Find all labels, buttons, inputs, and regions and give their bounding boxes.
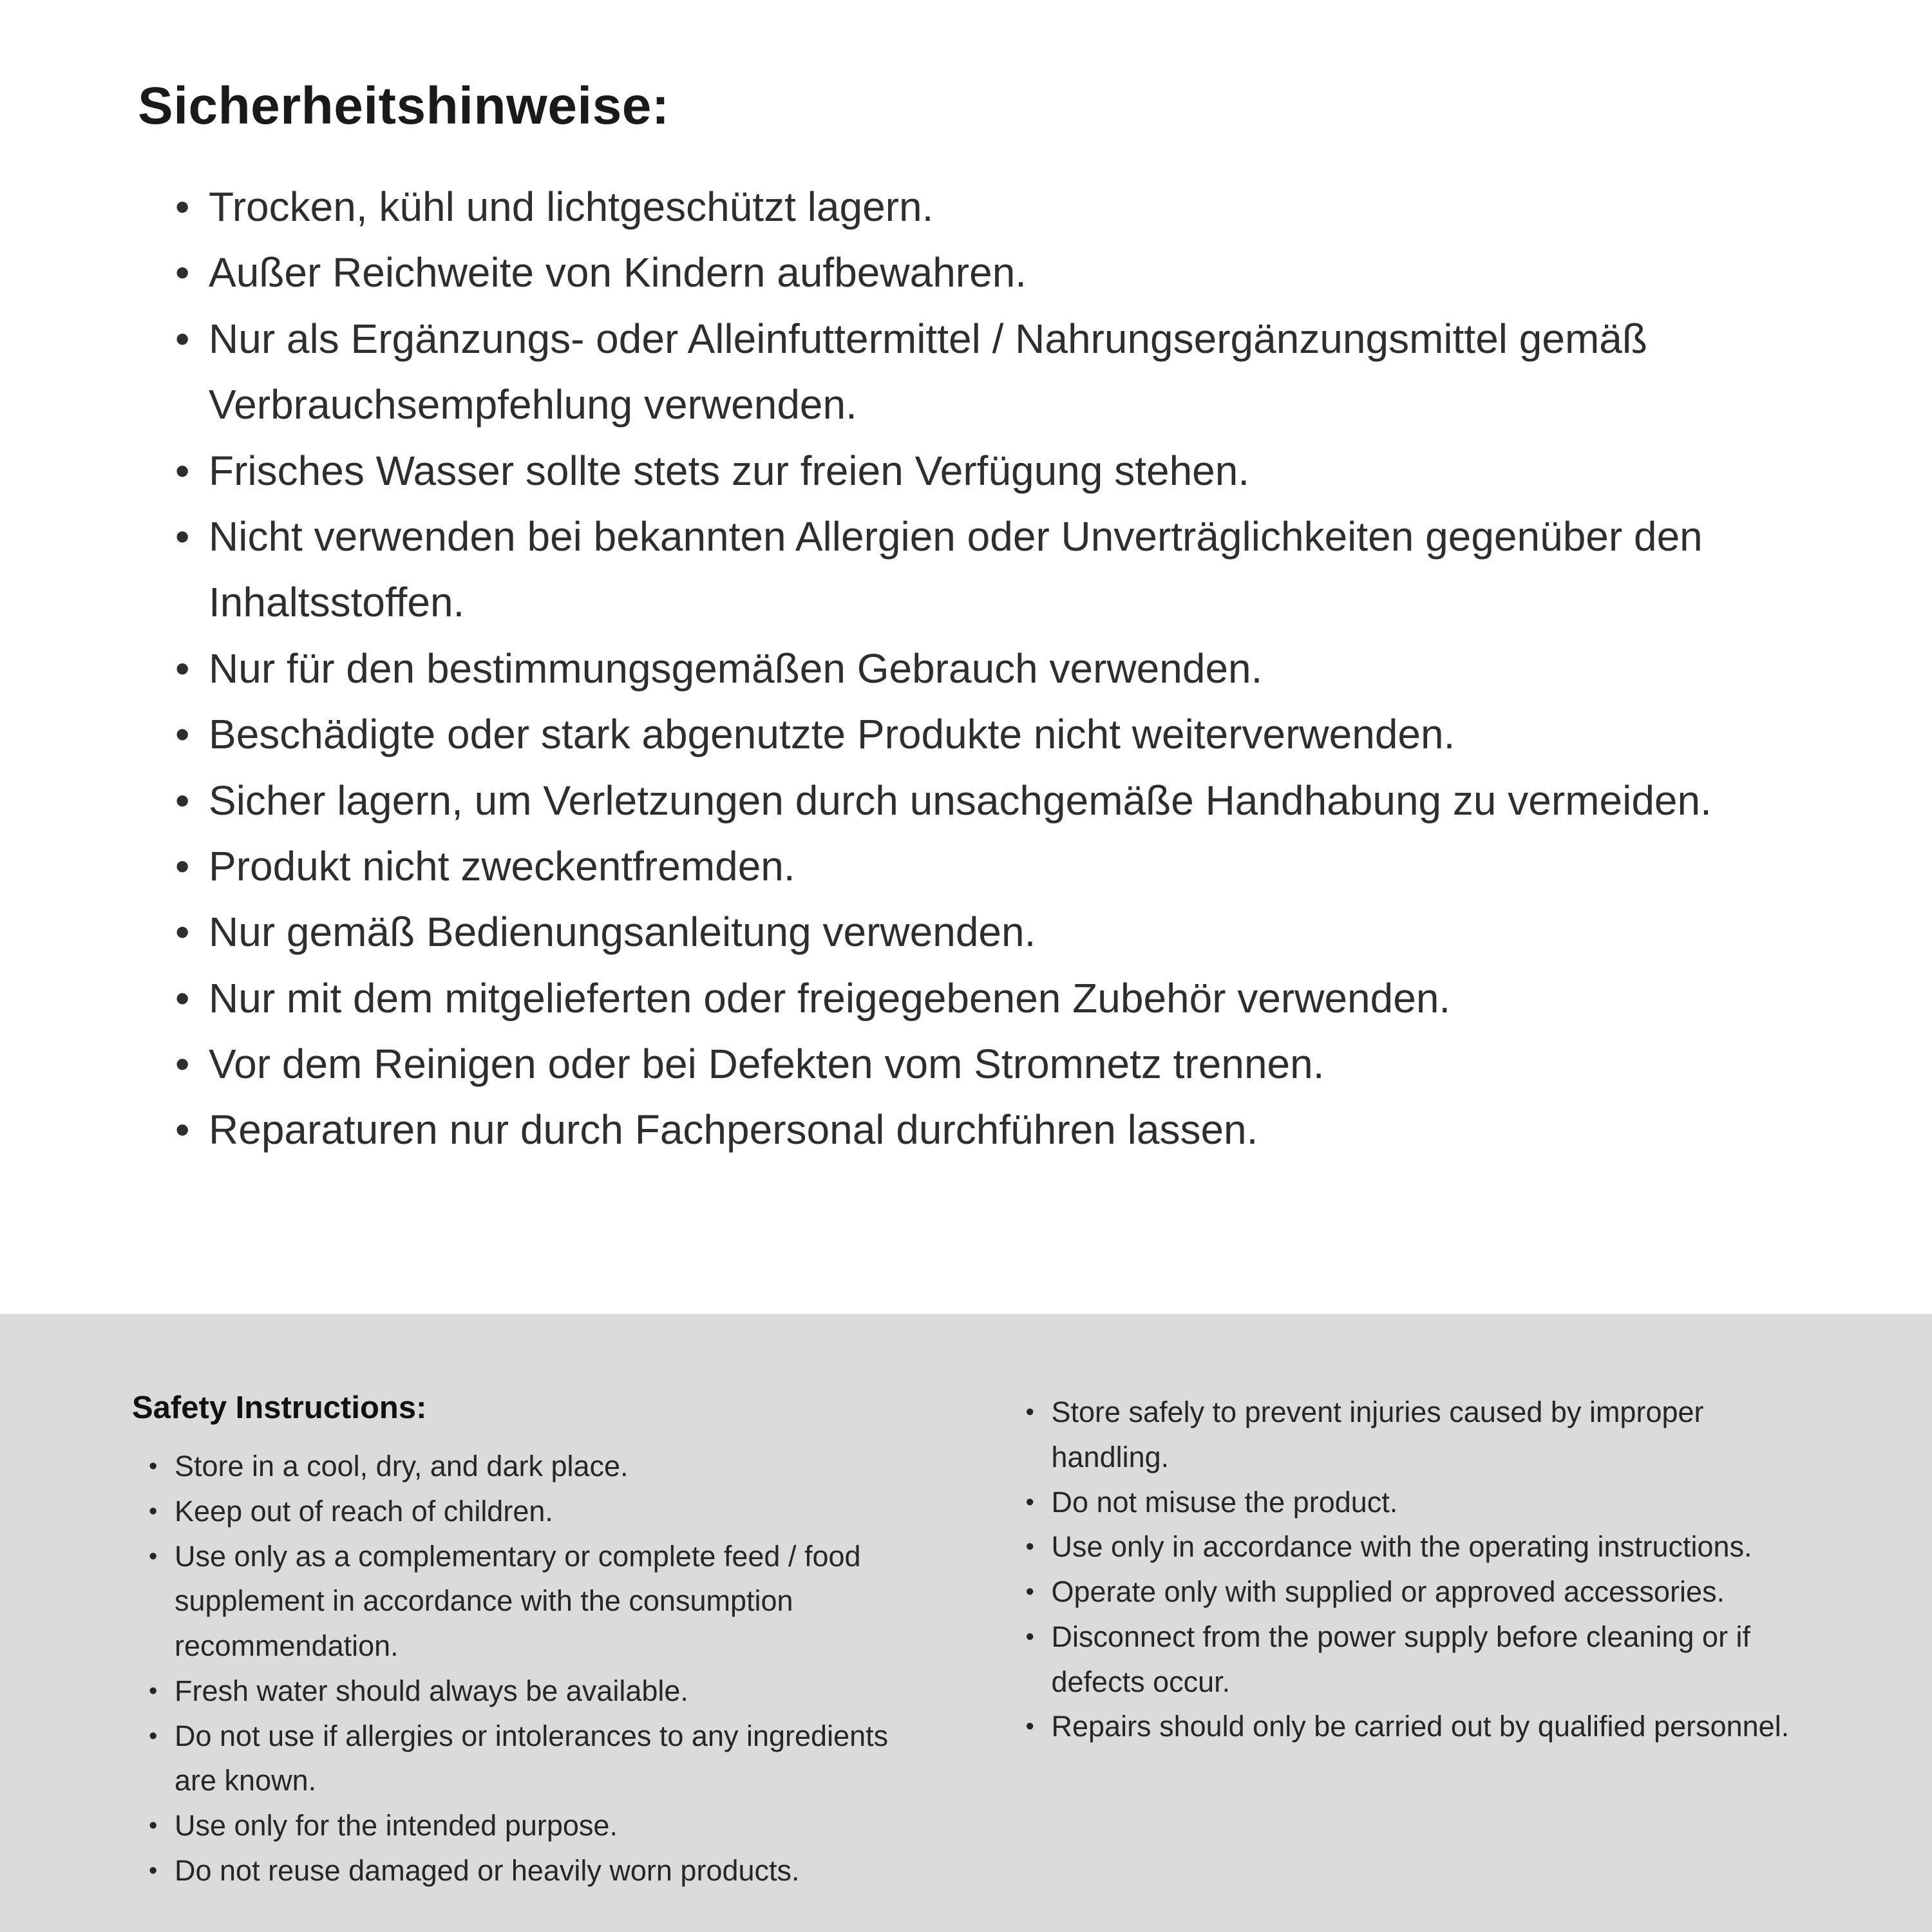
list-item: • Produkt nicht zweckentfremden. [175, 833, 1823, 899]
english-safety-list-right [1026, 1390, 1830, 1749]
list-item: • Keep out of reach of children. [149, 1489, 936, 1534]
list-item: • Nur mit dem mitgelieferten oder freigegebenen Zubehör verwenden. [175, 965, 1823, 1031]
list-item: • Use only for the intended purpose. [149, 1803, 936, 1848]
list-item: • Do not misuse the product. [1026, 1480, 1830, 1525]
list-item: • Vor dem Reinigen oder bei Defekten vom Stromnetz trennen. [175, 1031, 1823, 1097]
list-item: • Fresh water should always be available. [149, 1669, 936, 1714]
list-item: • Nur für den bestimmungsgemäßen Gebrauch verwenden. [175, 636, 1823, 701]
german-safety-list [175, 174, 1823, 1163]
list-item: • Sicher lagern, um Verletzungen durch unsachgemäße Handhabung zu vermeiden. [175, 768, 1823, 833]
list-item: • Disconnect from the power supply before cleaning or if defects occur. [1026, 1615, 1830, 1705]
list-item: • Reparaturen nur durch Fachpersonal durchführen lassen. [175, 1097, 1823, 1162]
english-left-column [132, 1390, 936, 1932]
list-item: • Beschädigte oder stark abgenutzte Produkte nicht weiterverwenden. [175, 701, 1823, 767]
list-item: • Frisches Wasser sollte stets zur freien Verfügung stehen. [175, 438, 1823, 504]
list-item: • Store in a cool, dry, and dark place. [149, 1444, 936, 1489]
list-item: • Use only as a complementary or complete feed / food supplement in accordance with the consumption recommendation. [149, 1534, 936, 1669]
english-right-column [1026, 1390, 1830, 1932]
list-item: • Außer Reichweite von Kindern aufbewahren. [175, 240, 1823, 305]
list-item: • Operate only with supplied or approved accessories. [1026, 1569, 1830, 1615]
list-item: • Do not use if allergies or intolerances to any ingredients are known. [149, 1714, 936, 1804]
list-item: • Do not reuse damaged or heavily worn products. [149, 1848, 936, 1893]
list-item: • Nicht verwenden bei bekannten Allergien oder Unverträglichkeiten gegenüber den Inhaltsstoffen. [175, 504, 1823, 636]
list-item: • Store safely to prevent injuries caused by improper handling. [1026, 1390, 1830, 1480]
list-item: • Repairs should only be carried out by qualified personnel. [1026, 1704, 1830, 1749]
list-item: • Nur als Ergänzungs- oder Alleinfuttermittel / Nahrungsergänzungsmittel gemäß Verbrauchsempfehlung verwenden. [175, 306, 1823, 438]
german-section-title: Sicherheitshinweise: [138, 77, 670, 135]
english-section-title: Safety Instructions: [132, 1390, 427, 1425]
list-item: • Trocken, kühl und lichtgeschützt lagern. [175, 174, 1823, 240]
english-safety-section [0, 1314, 1932, 1932]
english-safety-list-left [149, 1444, 936, 1893]
list-item: • Nur gemäß Bedienungsanleitung verwenden. [175, 899, 1823, 965]
list-item: • Use only in accordance with the operating instructions. [1026, 1524, 1830, 1569]
